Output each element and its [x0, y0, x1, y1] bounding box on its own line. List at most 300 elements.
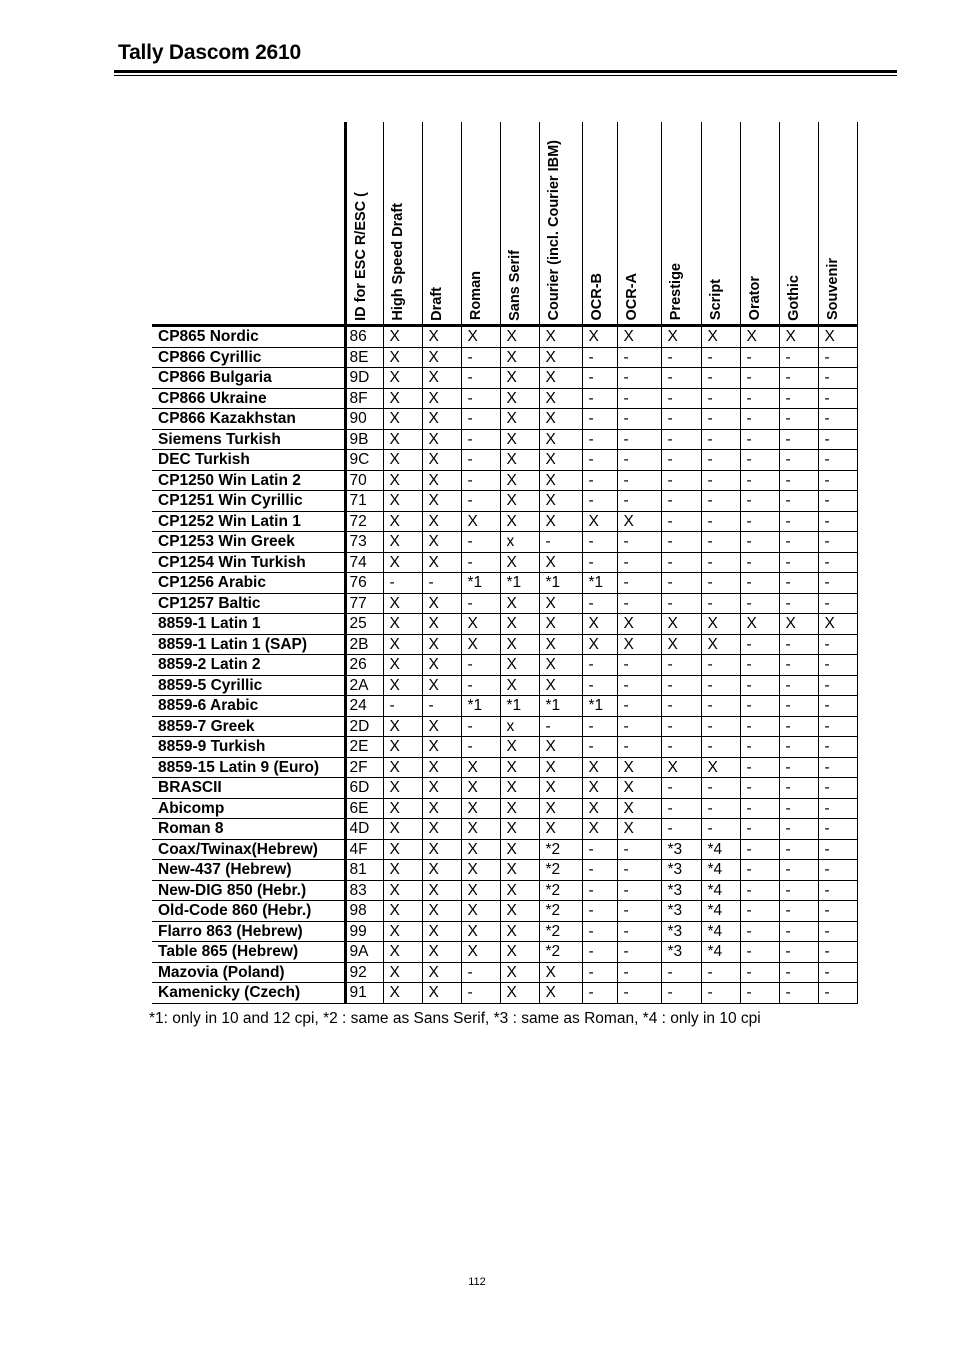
- font-support-cell: *1: [500, 573, 539, 594]
- column-header: [345, 122, 383, 326]
- table-row: [152, 696, 857, 717]
- font-support-cell: -: [740, 880, 779, 901]
- font-support-cell: X: [422, 655, 461, 676]
- table-row: [152, 798, 857, 819]
- font-support-cell: -: [740, 983, 779, 1004]
- table-row: [152, 429, 857, 450]
- font-support-cell: X: [422, 450, 461, 471]
- font-support-cell: -: [539, 716, 582, 737]
- title-rule-thick: [114, 70, 897, 73]
- font-support-cell: -: [701, 491, 740, 512]
- font-support-cell: X: [422, 347, 461, 368]
- font-support-cell: -: [661, 470, 701, 491]
- charset-id-cell: 77: [345, 593, 383, 614]
- font-support-cell: -: [701, 737, 740, 758]
- font-support-cell: *2: [539, 942, 582, 963]
- font-support-cell: -: [779, 429, 818, 450]
- font-support-cell: -: [582, 368, 617, 389]
- charset-name-cell: Old-Code 860 (Hebr.): [152, 901, 345, 922]
- font-support-cell: -: [701, 962, 740, 983]
- font-support-cell: -: [701, 798, 740, 819]
- font-support-cell: -: [617, 573, 661, 594]
- column-header-label: ID for ESC R/ESC (: [352, 191, 369, 321]
- font-support-cell: -: [701, 778, 740, 799]
- charset-name-cell: 8859-5 Cyrillic: [152, 675, 345, 696]
- font-support-cell: -: [701, 347, 740, 368]
- font-support-cell: -: [582, 470, 617, 491]
- font-support-cell: X: [383, 634, 422, 655]
- font-support-cell: -: [617, 552, 661, 573]
- font-support-cell: X: [539, 347, 582, 368]
- font-support-cell: X: [422, 491, 461, 512]
- font-support-cell: X: [383, 511, 422, 532]
- font-support-cell: -: [818, 757, 857, 778]
- font-support-cell: -: [818, 593, 857, 614]
- font-support-cell: X: [500, 326, 539, 348]
- font-support-cell: *3: [661, 839, 701, 860]
- font-support-cell: -: [779, 675, 818, 696]
- font-support-cell: -: [740, 409, 779, 430]
- charset-name-cell: Table 865 (Hebrew): [152, 942, 345, 963]
- font-support-cell: *3: [661, 942, 701, 963]
- font-support-cell: X: [383, 614, 422, 635]
- font-support-cell: X: [500, 983, 539, 1004]
- font-support-cell: -: [617, 921, 661, 942]
- font-support-cell: X: [617, 757, 661, 778]
- column-header: [383, 122, 422, 326]
- font-support-cell: *2: [539, 880, 582, 901]
- font-support-cell: -: [740, 696, 779, 717]
- charset-id-cell: 6E: [345, 798, 383, 819]
- font-support-cell: X: [500, 491, 539, 512]
- font-support-cell: -: [779, 593, 818, 614]
- font-support-cell: X: [818, 326, 857, 348]
- font-support-cell: -: [461, 962, 500, 983]
- charset-id-cell: 26: [345, 655, 383, 676]
- charset-name-cell: DEC Turkish: [152, 450, 345, 471]
- font-support-cell: -: [740, 675, 779, 696]
- column-header-label: Souvenir: [824, 258, 841, 321]
- font-support-cell: X: [582, 326, 617, 348]
- font-support-cell: -: [539, 532, 582, 553]
- font-support-cell: -: [779, 470, 818, 491]
- font-support-cell: X: [582, 798, 617, 819]
- font-support-cell: -: [617, 388, 661, 409]
- font-support-cell: -: [582, 429, 617, 450]
- font-support-cell: -: [818, 409, 857, 430]
- font-support-cell: -: [701, 511, 740, 532]
- font-support-cell: X: [383, 675, 422, 696]
- font-support-cell: -: [779, 491, 818, 512]
- font-support-cell: -: [818, 962, 857, 983]
- charset-name-cell: CP866 Ukraine: [152, 388, 345, 409]
- font-support-cell: -: [661, 511, 701, 532]
- font-support-cell: X: [383, 880, 422, 901]
- font-support-cell: -: [461, 388, 500, 409]
- charset-name-cell: CP866 Kazakhstan: [152, 409, 345, 430]
- font-support-cell: X: [422, 368, 461, 389]
- font-support-cell: X: [422, 819, 461, 840]
- font-support-cell: -: [661, 655, 701, 676]
- font-support-cell: X: [422, 470, 461, 491]
- charset-id-cell: 92: [345, 962, 383, 983]
- font-support-cell: X: [500, 388, 539, 409]
- font-support-cell: -: [661, 450, 701, 471]
- font-support-cell: -: [383, 573, 422, 594]
- font-support-cell: X: [539, 450, 582, 471]
- charset-id-cell: 24: [345, 696, 383, 717]
- font-support-cell: -: [461, 450, 500, 471]
- font-support-cell: -: [617, 901, 661, 922]
- charset-id-cell: 2D: [345, 716, 383, 737]
- font-support-cell: -: [701, 593, 740, 614]
- column-header: [500, 122, 539, 326]
- font-support-cell: X: [461, 511, 500, 532]
- table-row: [152, 593, 857, 614]
- font-support-cell: X: [383, 409, 422, 430]
- font-support-cell: -: [701, 696, 740, 717]
- font-support-cell: -: [582, 962, 617, 983]
- column-header: [779, 122, 818, 326]
- charset-name-cell: 8859-6 Arabic: [152, 696, 345, 717]
- font-support-cell: -: [701, 655, 740, 676]
- font-support-cell: *2: [539, 901, 582, 922]
- font-support-cell: -: [740, 778, 779, 799]
- font-support-cell: X: [422, 326, 461, 348]
- font-support-cell: -: [779, 757, 818, 778]
- column-header-label: Roman: [467, 271, 484, 321]
- font-support-cell: X: [422, 757, 461, 778]
- font-support-cell: -: [818, 655, 857, 676]
- charset-name-cell: 8859-9 Turkish: [152, 737, 345, 758]
- table-row: [152, 778, 857, 799]
- font-support-cell: X: [617, 614, 661, 635]
- font-support-cell: -: [818, 901, 857, 922]
- charset-name-cell: Flarro 863 (Hebrew): [152, 921, 345, 942]
- charset-name-cell: 8859-1 Latin 1 (SAP): [152, 634, 345, 655]
- font-support-cell: -: [661, 491, 701, 512]
- table-row: [152, 368, 857, 389]
- charset-name-cell: Kamenicky (Czech): [152, 983, 345, 1004]
- font-support-cell: X: [500, 880, 539, 901]
- font-support-cell: X: [500, 655, 539, 676]
- charset-name-cell: Roman 8: [152, 819, 345, 840]
- charset-id-cell: 9D: [345, 368, 383, 389]
- font-support-cell: -: [461, 347, 500, 368]
- table-row: [152, 634, 857, 655]
- font-support-cell: -: [818, 388, 857, 409]
- font-support-cell: X: [500, 778, 539, 799]
- font-support-cell: -: [661, 409, 701, 430]
- charset-name-cell: Mazovia (Poland): [152, 962, 345, 983]
- font-support-cell: X: [500, 737, 539, 758]
- font-support-cell: X: [539, 634, 582, 655]
- font-support-cell: X: [383, 901, 422, 922]
- font-support-cell: X: [500, 962, 539, 983]
- font-support-cell: -: [461, 491, 500, 512]
- font-support-cell: *3: [661, 880, 701, 901]
- font-support-cell: -: [740, 798, 779, 819]
- font-support-cell: X: [383, 450, 422, 471]
- font-support-cell: X: [422, 942, 461, 963]
- charset-id-cell: 4D: [345, 819, 383, 840]
- font-support-cell: -: [582, 491, 617, 512]
- font-support-cell: -: [582, 388, 617, 409]
- font-support-cell: -: [779, 347, 818, 368]
- font-support-cell: X: [500, 634, 539, 655]
- font-support-cell: X: [539, 757, 582, 778]
- charset-id-cell: 9C: [345, 450, 383, 471]
- table-row: [152, 532, 857, 553]
- font-support-cell: X: [500, 470, 539, 491]
- font-support-cell: -: [779, 409, 818, 430]
- font-support-cell: X: [500, 860, 539, 881]
- font-support-cell: -: [661, 593, 701, 614]
- font-support-cell: -: [740, 511, 779, 532]
- font-support-cell: X: [500, 942, 539, 963]
- font-support-cell: *3: [661, 860, 701, 881]
- font-support-cell: -: [740, 962, 779, 983]
- font-support-cell: *4: [701, 921, 740, 942]
- font-support-cell: -: [661, 778, 701, 799]
- font-support-cell: -: [701, 552, 740, 573]
- font-support-cell: -: [617, 409, 661, 430]
- column-header: [617, 122, 661, 326]
- font-support-cell: X: [740, 614, 779, 635]
- font-support-cell: X: [539, 819, 582, 840]
- column-header: [701, 122, 740, 326]
- font-support-cell: -: [779, 901, 818, 922]
- font-support-cell: -: [779, 962, 818, 983]
- font-support-cell: X: [461, 880, 500, 901]
- font-support-cell: X: [422, 614, 461, 635]
- charset-name-cell: New-437 (Hebrew): [152, 860, 345, 881]
- font-support-cell: X: [582, 614, 617, 635]
- font-support-cell: -: [661, 552, 701, 573]
- font-support-cell: X: [539, 655, 582, 676]
- font-support-cell: -: [779, 921, 818, 942]
- charset-name-cell: CP1253 Win Greek: [152, 532, 345, 553]
- font-support-cell: X: [500, 593, 539, 614]
- font-support-cell: -: [779, 388, 818, 409]
- font-support-cell: -: [779, 716, 818, 737]
- font-support-cell: X: [779, 326, 818, 348]
- table-row: [152, 491, 857, 512]
- column-header-label: Gothic: [785, 274, 802, 321]
- font-support-cell: *3: [661, 921, 701, 942]
- page-title: Tally Dascom 2610: [118, 41, 301, 64]
- font-support-cell: -: [818, 491, 857, 512]
- font-support-cell: -: [740, 450, 779, 471]
- font-support-cell: X: [539, 778, 582, 799]
- font-support-cell: -: [582, 880, 617, 901]
- font-support-cell: -: [582, 716, 617, 737]
- font-support-cell: -: [701, 819, 740, 840]
- font-support-cell: -: [779, 737, 818, 758]
- font-support-cell: -: [818, 532, 857, 553]
- font-support-cell: -: [661, 819, 701, 840]
- font-support-cell: X: [701, 757, 740, 778]
- font-support-cell: -: [818, 470, 857, 491]
- font-support-cell: X: [422, 409, 461, 430]
- font-support-cell: -: [740, 368, 779, 389]
- font-support-cell: -: [779, 368, 818, 389]
- font-support-cell: -: [661, 716, 701, 737]
- charset-id-cell: 90: [345, 409, 383, 430]
- font-support-cell: -: [701, 716, 740, 737]
- column-header-label: Prestige: [667, 263, 684, 321]
- font-support-cell: -: [779, 983, 818, 1004]
- font-support-cell: -: [582, 942, 617, 963]
- font-support-cell: x: [500, 716, 539, 737]
- font-support-cell: -: [617, 655, 661, 676]
- font-support-cell: -: [701, 573, 740, 594]
- font-support-cell: -: [701, 983, 740, 1004]
- charset-id-cell: 70: [345, 470, 383, 491]
- font-support-cell: -: [740, 716, 779, 737]
- column-header: [661, 122, 701, 326]
- font-support-cell: X: [461, 326, 500, 348]
- font-support-cell: X: [500, 839, 539, 860]
- table-header-row: [152, 122, 857, 326]
- table-row: [152, 839, 857, 860]
- table-row: [152, 942, 857, 963]
- font-support-cell: -: [461, 470, 500, 491]
- font-support-cell: -: [740, 634, 779, 655]
- font-support-cell: X: [500, 614, 539, 635]
- charset-name-cell: CP866 Cyrillic: [152, 347, 345, 368]
- font-support-cell: -: [818, 347, 857, 368]
- font-support-cell: X: [422, 860, 461, 881]
- font-support-cell: X: [539, 388, 582, 409]
- font-support-cell: *1: [461, 696, 500, 717]
- font-support-cell: X: [500, 552, 539, 573]
- font-support-cell: X: [383, 860, 422, 881]
- table-row: [152, 347, 857, 368]
- charset-name-cell: CP1250 Win Latin 2: [152, 470, 345, 491]
- charset-id-cell: 73: [345, 532, 383, 553]
- column-header: [582, 122, 617, 326]
- font-support-cell: -: [617, 716, 661, 737]
- font-support-cell: -: [740, 655, 779, 676]
- font-support-cell: X: [500, 819, 539, 840]
- font-support-cell: -: [461, 552, 500, 573]
- font-support-cell: X: [701, 326, 740, 348]
- table-row: [152, 716, 857, 737]
- font-support-cell: X: [539, 798, 582, 819]
- title-rule-thin: [114, 75, 897, 76]
- font-support-cell: -: [383, 696, 422, 717]
- font-support-cell: -: [818, 983, 857, 1004]
- table-row: [152, 860, 857, 881]
- font-support-cell: X: [422, 388, 461, 409]
- font-support-cell: X: [422, 798, 461, 819]
- charset-id-cell: 2F: [345, 757, 383, 778]
- font-support-cell: -: [461, 409, 500, 430]
- font-support-cell: X: [539, 511, 582, 532]
- table-row: [152, 655, 857, 676]
- font-support-cell: X: [383, 593, 422, 614]
- font-support-cell: X: [383, 757, 422, 778]
- font-support-cell: X: [383, 983, 422, 1004]
- font-support-cell: X: [701, 614, 740, 635]
- font-support-cell: -: [661, 675, 701, 696]
- font-support-cell: *1: [582, 573, 617, 594]
- table-row: [152, 511, 857, 532]
- font-support-cell: -: [461, 368, 500, 389]
- font-support-cell: -: [740, 593, 779, 614]
- charset-id-cell: 74: [345, 552, 383, 573]
- charset-id-cell: 8E: [345, 347, 383, 368]
- table-body: [152, 326, 857, 1004]
- font-support-cell: -: [617, 347, 661, 368]
- font-support-cell: -: [617, 839, 661, 860]
- font-support-cell: X: [500, 409, 539, 430]
- font-support-cell: -: [779, 819, 818, 840]
- font-support-cell: X: [539, 326, 582, 348]
- font-support-cell: X: [383, 429, 422, 450]
- font-support-cell: -: [779, 655, 818, 676]
- font-support-cell: X: [461, 614, 500, 635]
- column-header-label: High Speed Draft: [389, 202, 406, 321]
- font-support-cell: *2: [539, 839, 582, 860]
- font-support-cell: -: [661, 696, 701, 717]
- font-support-cell: X: [539, 983, 582, 1004]
- font-support-cell: -: [818, 716, 857, 737]
- font-support-cell: X: [422, 880, 461, 901]
- font-support-cell: -: [661, 368, 701, 389]
- font-support-cell: -: [461, 737, 500, 758]
- charset-name-cell: BRASCII: [152, 778, 345, 799]
- charset-name-cell: CP1252 Win Latin 1: [152, 511, 345, 532]
- font-support-cell: X: [500, 450, 539, 471]
- table-row: [152, 552, 857, 573]
- font-support-cell: X: [500, 347, 539, 368]
- font-support-cell: X: [383, 326, 422, 348]
- font-support-cell: X: [461, 634, 500, 655]
- font-support-cell: -: [582, 532, 617, 553]
- font-support-cell: X: [383, 388, 422, 409]
- table-row: [152, 819, 857, 840]
- font-support-cell: X: [383, 819, 422, 840]
- font-support-cell: X: [383, 368, 422, 389]
- font-support-cell: -: [617, 470, 661, 491]
- font-support-cell: -: [818, 511, 857, 532]
- column-header: [539, 122, 582, 326]
- charset-id-cell: 86: [345, 326, 383, 348]
- font-support-cell: X: [818, 614, 857, 635]
- charset-name-cell: New-DIG 850 (Hebr.): [152, 880, 345, 901]
- charset-id-cell: 2A: [345, 675, 383, 696]
- font-support-cell: -: [701, 368, 740, 389]
- font-support-cell: -: [701, 409, 740, 430]
- font-support-cell: -: [661, 737, 701, 758]
- column-header: [422, 122, 461, 326]
- font-support-cell: -: [422, 573, 461, 594]
- font-support-cell: -: [818, 921, 857, 942]
- font-support-cell: -: [818, 880, 857, 901]
- font-support-cell: X: [617, 798, 661, 819]
- font-support-cell: X: [461, 778, 500, 799]
- font-support-cell: X: [422, 511, 461, 532]
- font-support-cell: X: [422, 716, 461, 737]
- table-row: [152, 901, 857, 922]
- font-support-cell: X: [500, 798, 539, 819]
- font-support-cell: -: [818, 942, 857, 963]
- table-row: [152, 326, 857, 348]
- font-support-cell: -: [740, 573, 779, 594]
- font-support-cell: X: [539, 368, 582, 389]
